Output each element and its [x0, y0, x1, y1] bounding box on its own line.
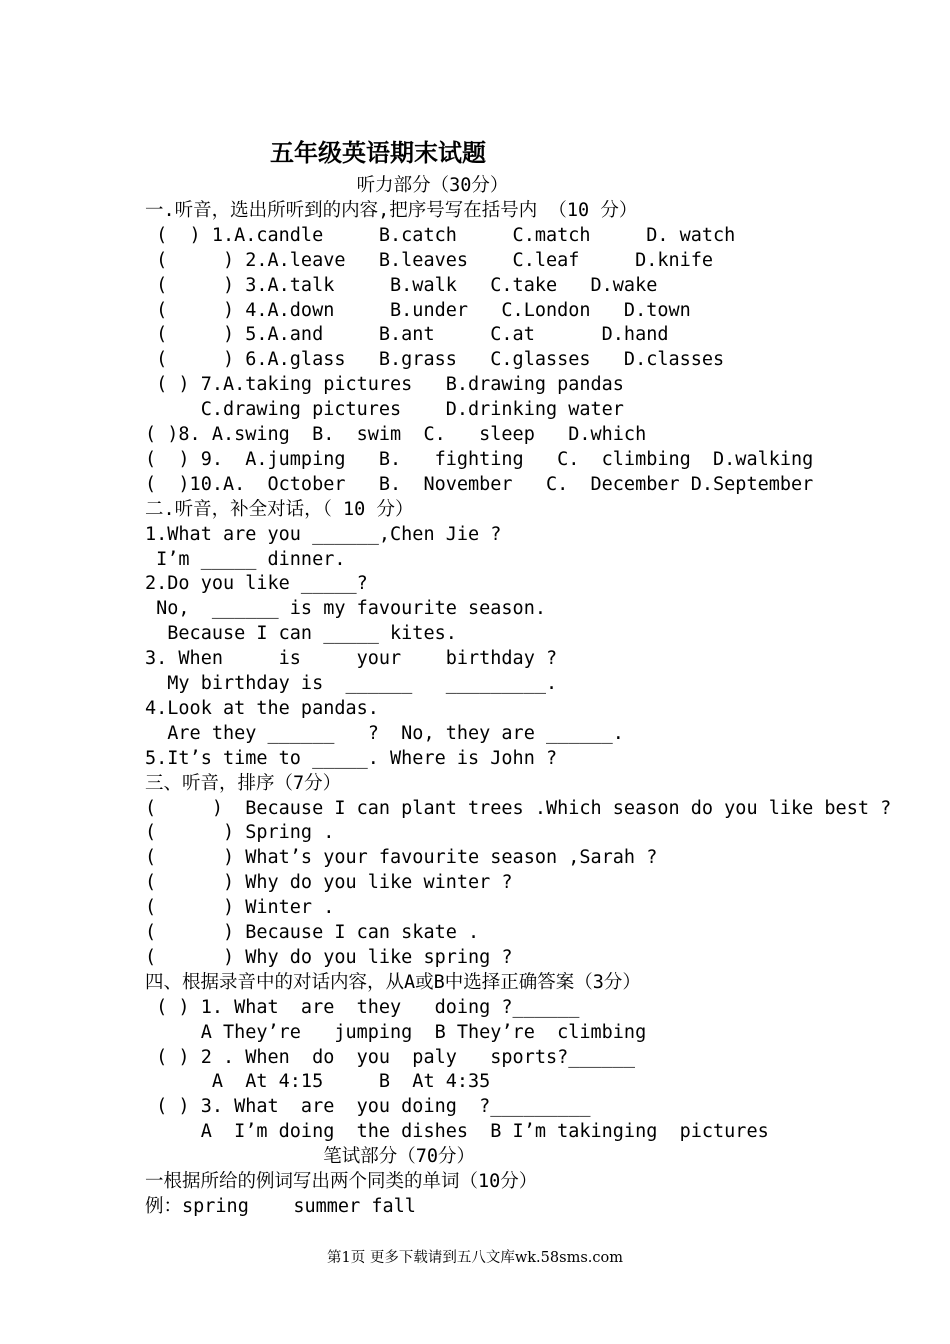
exam-line: 4.Look at the pandas. [145, 697, 379, 719]
exam-line: ( ) Why do you like winter ? [145, 872, 513, 894]
exam-line: ( ) 4.A.down B.under C.London D.town [145, 299, 691, 321]
exam-line: 3. When is your birthday ? [145, 648, 558, 670]
exam-line: 三、听音，排序（7分） [145, 772, 342, 794]
exam-line: ( ) Because I can skate . [145, 922, 480, 943]
exam-line: My birthday is ______ _________. [145, 673, 558, 694]
exam-line: ( ) 2.A.leave B.leaves C.leaf D.knife [145, 249, 714, 271]
page-footer: 第1页 更多下载请到五八文库wk.58sms.com [327, 1250, 623, 1266]
exam-line: ( ) 9. A.jumping B. fighting C. climbing D.walking [145, 448, 814, 470]
exam-line: ( ) 3. What are you doing ?_________ [145, 1096, 591, 1118]
exam-line: 一根据所给的例词写出两个同类的单词（10分） [145, 1171, 538, 1192]
exam-line: Because I can _____ kites. [145, 623, 457, 645]
exam-line: ( ) 1.A.candle B.catch C.match D. watch [145, 224, 736, 246]
exam-line: ( ) 3.A.talk B.walk C.take D.wake [145, 274, 658, 296]
exam-line: ( )8. A.swing B. swim C. sleep D.which [145, 424, 647, 445]
exam-line: A They’re jumping B They’re climbing [145, 1021, 647, 1043]
exam-line: ( ) Why do you like spring ? [145, 946, 513, 968]
exam-line: ( )10.A. October B. November C. December D.September [145, 473, 814, 495]
exam-line: ( ) Because I can plant trees .Which season do you like best ? [145, 797, 892, 819]
exam-line: ( ) 6.A.glass B.grass C.glasses D.classes [145, 349, 725, 371]
exam-line: A I’m doing the dishes B I’m takinging pictures [145, 1121, 769, 1143]
exam-line: C.drawing pictures D.drinking water [145, 399, 624, 421]
exam-line: 四、根据录音中的对话内容，从A或B中选择正确答案（3分） [145, 971, 641, 993]
exam-line: 2.Do you like _____? [145, 573, 368, 595]
exam-line: ( ) What’s your favourite season ,Sarah ? [145, 847, 658, 869]
exam-line: I’m _____ dinner. [145, 548, 346, 570]
exam-line: 笔试部分（70分） [145, 1146, 475, 1168]
exam-line: ( ) 2 . When do you paly sports?______ [145, 1046, 636, 1068]
exam-line: 5.It’s time to _____. Where is John ? [145, 747, 558, 769]
exam-line: 例：spring summer fall [145, 1195, 416, 1217]
exam-line: 一.听音，选出所听到的内容,把序号写在括号内 （10 分） [145, 199, 638, 221]
exam-line: ( ) Spring . [145, 822, 335, 844]
exam-line: ( ) 5.A.and B.ant C.at D.hand [145, 324, 669, 346]
exam-line: A At 4:15 B At 4:35 [145, 1071, 491, 1093]
exam-line: No, ______ is my favourite season. [145, 598, 546, 620]
exam-line: 听力部分（30分） [145, 175, 509, 196]
page-title: 五年级英语期末试题 [270, 138, 486, 167]
exam-line: 二.听音，补全对话，（ 10 分） [145, 498, 414, 520]
exam-line: Are they ______ ? No, they are ______. [145, 722, 624, 744]
exam-line: ( ) 1. What are they doing ?______ [145, 996, 580, 1018]
exam-line: 1.What are you ______,Chen Jie ? [145, 523, 502, 545]
exam-line: ( ) 7.A.taking pictures B.drawing pandas [145, 374, 624, 396]
exam-line: ( ) Winter . [145, 897, 335, 919]
